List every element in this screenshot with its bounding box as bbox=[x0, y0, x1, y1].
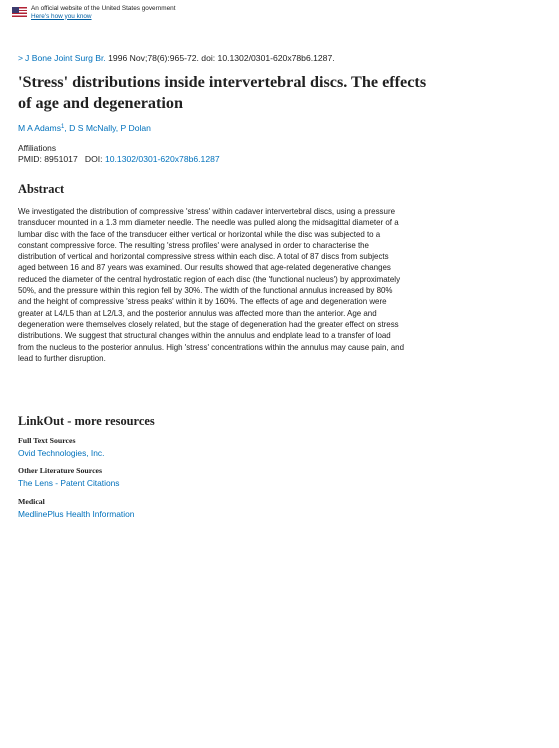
author-affiliation-ref[interactable]: 1 bbox=[61, 124, 65, 130]
pmid-label: PMID: bbox=[18, 154, 42, 164]
doi-label: DOI: bbox=[84, 154, 103, 164]
authors-list: M A Adams$^1$, D S McNally, P Dolan bbox=[18, 123, 151, 133]
gov-banner-text: An official website of the United States government bbox=[31, 5, 176, 12]
author-link[interactable]: M A Adams bbox=[18, 123, 61, 133]
linkout-category-label: Other Literature Sources bbox=[18, 466, 103, 475]
heres-how-you-know-link[interactable]: Here's how you know bbox=[31, 12, 92, 20]
gov-banner bbox=[12, 5, 175, 25]
doi-link[interactable]: 10.1302/0301-620x78b6.1287 bbox=[104, 154, 220, 164]
journal-link[interactable]: J Bone Joint Surg Br. bbox=[25, 53, 106, 63]
article-identifiers bbox=[18, 154, 220, 164]
abstract-text: We investigated the distribution of compressive 'stress' within cadaver intervertebral discs, using a pressure transducer mounted in a 1.3 mm diameter needle. The needle was pulled along the midsagittal diameter of a lumbar disc with the face of the transducer either vertical or horizontal while the disc was subjected to a constant compressive force. The resulting 'stress profiles' were analysed in order to characterise the distribution of vertical and horizontal compressive stress within each disc. A total of 87 discs from subjects aged between 16 and 87 years was examined. Our results showed that age-related degenerative changes reduced the diameter of the central hydrostatic region of each disc (the 'functional nucleus') by approximately 50%, and the pressure within this region fell by 30%. The width of the functional annulus increased by 80% and the height of compressive 'stress peaks' within it by 160%. The effects of age and degeneration were greater at L4/L5 than at L2/L3, and the posterior annulus was affected more than the anterior. Age and degeneration were themselves closely related, but the stage of degeneration had the greater effect on stress distributions. We suggest that structural changes within the annulus and endplate lead to a transfer of load from the nucleus to the posterior annulus. High 'stress' concentrations within the annulus may cause pain, and lead to further disruption. bbox=[18, 207, 405, 363]
pmid-value: 8951017 bbox=[44, 154, 78, 164]
affiliations-toggle[interactable]: Affiliations bbox=[18, 143, 57, 153]
linkout-heading: LinkOut - more resources bbox=[18, 414, 155, 428]
linkout-resource-link[interactable]: The Lens - Patent Citations bbox=[18, 478, 120, 488]
linkout-resource-link[interactable]: MedlinePlus Health Information bbox=[18, 509, 135, 519]
abstract-heading: Abstract bbox=[18, 182, 65, 196]
linkout-resource-link[interactable]: Ovid Technologies, Inc. bbox=[18, 448, 105, 458]
author-link[interactable]: P Dolan bbox=[120, 123, 151, 133]
page-title: 'Stress' distributions inside intervertebral discs. The effects of age and degeneration bbox=[18, 73, 427, 112]
chevron-right-icon[interactable]: > bbox=[18, 53, 24, 63]
citation-details: 1996 Nov;78(6):965-72. doi: 10.1302/0301-620x78b6.1287. bbox=[105, 53, 335, 63]
linkout-category-label: Full Text Sources bbox=[18, 436, 76, 445]
author-link[interactable]: D S McNally bbox=[69, 123, 116, 133]
citation bbox=[18, 53, 335, 63]
us-flag-icon bbox=[12, 7, 27, 17]
linkout-category-label: Medical bbox=[18, 497, 45, 506]
